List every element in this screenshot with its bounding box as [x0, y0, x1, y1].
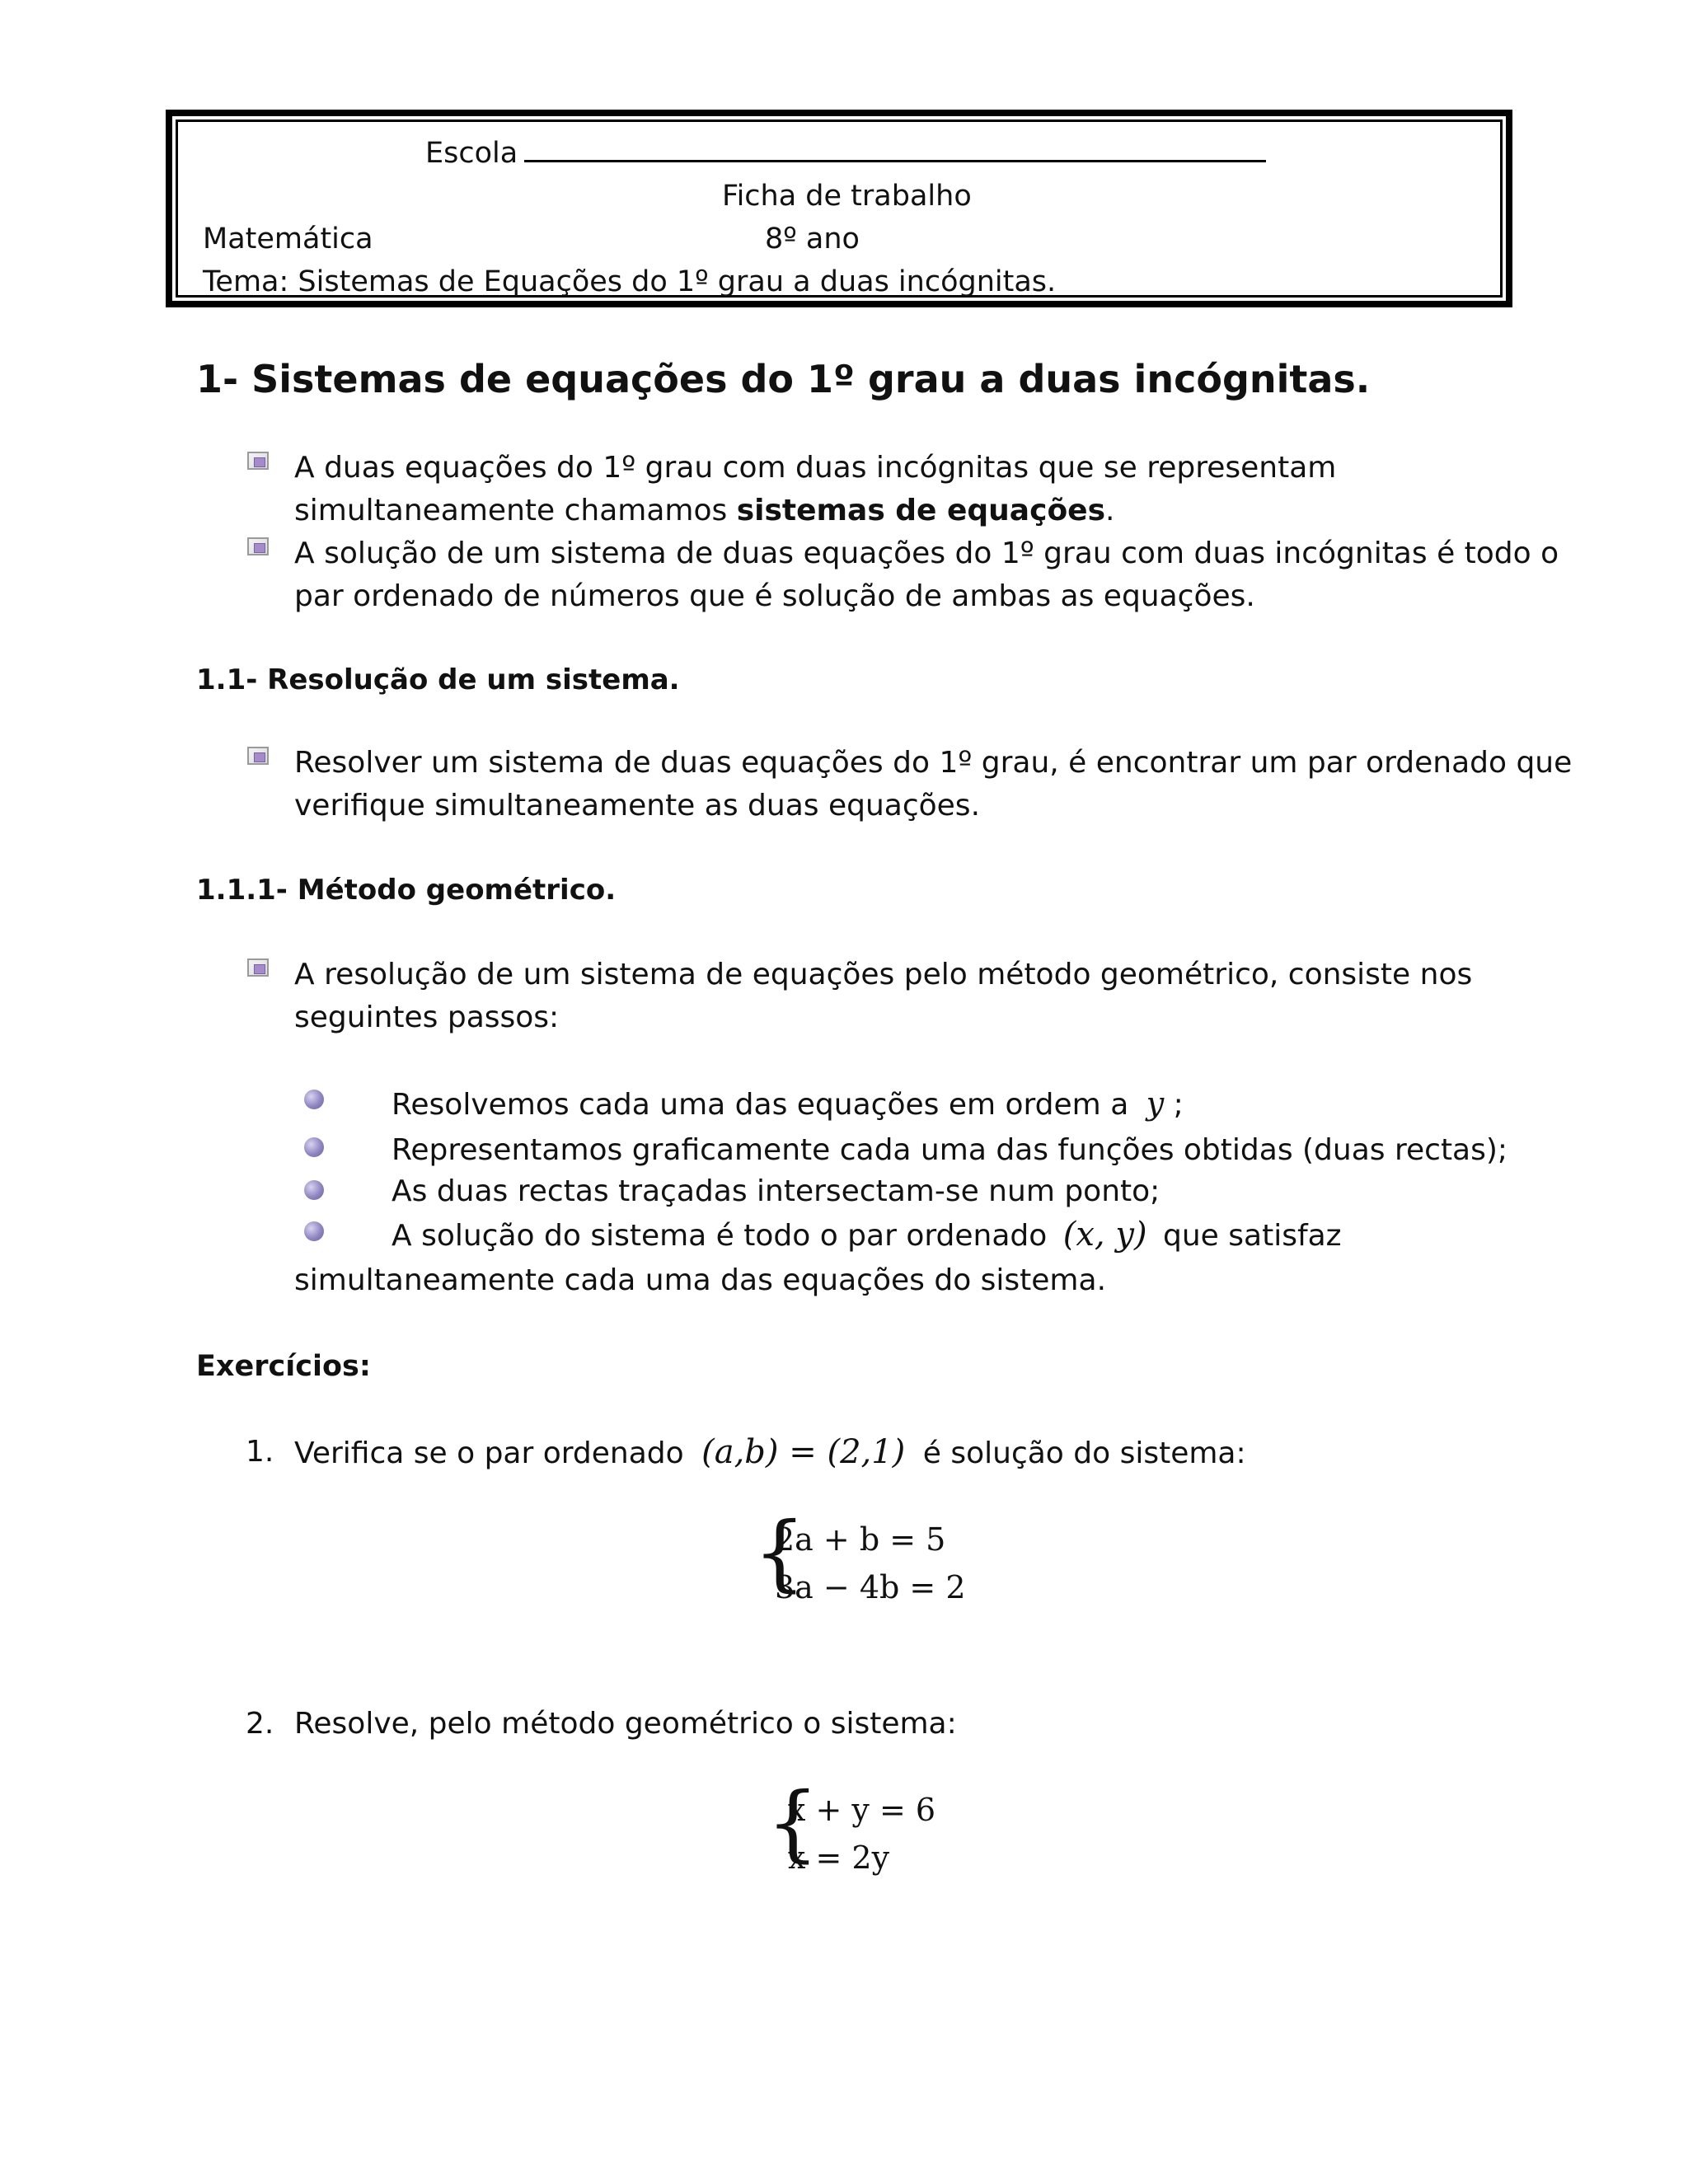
exercise1-equation2: 3a − 4b = 2 [775, 1569, 966, 1605]
header-inner-border [176, 120, 1503, 298]
step4-line1 [392, 1213, 1342, 1258]
section1-bullet2-line1: A solução de um sistema de duas equações do 1º grau com duas incógnitas é todo o [294, 537, 1559, 570]
escola-label: Escola [425, 137, 518, 170]
section1-bullet1-line1: A duas equações do 1º grau com duas incógnitas que se representam [294, 451, 1337, 485]
section11-bullet-line2: verifique simultaneamente as duas equações. [294, 789, 981, 823]
exercise1-text [294, 1431, 1246, 1475]
section111-bullet-line1: A resolução de um sistema de equações pelo método geométrico, consiste nos [294, 958, 1473, 991]
exercise2-text: Resolve, pelo método geométrico o sistema: [294, 1707, 957, 1741]
section1-title: 1- Sistemas de equações do 1º grau a duas incógnitas. [196, 357, 1371, 401]
round-bullet-icon [304, 1180, 324, 1200]
section11-title: 1.1- Resolução de um sistema. [196, 663, 680, 696]
section1-bullet2-line2: par ordenado de números que é solução de ambas as equações. [294, 579, 1255, 613]
square-bullet-icon [247, 537, 269, 555]
ano-label: 8º ano [765, 223, 860, 255]
exercise1-end: é solução do sistema: [922, 1436, 1246, 1470]
left-brace-icon: { [767, 1774, 819, 1871]
step4-text: A solução do sistema é todo o par ordenado [392, 1219, 1048, 1253]
section111-title: 1.1.1- Método geométrico. [196, 874, 617, 907]
exercise2-equation1: x + y = 6 [788, 1792, 936, 1828]
math-pair-ab: (a,b) = (2,1) [701, 1433, 906, 1471]
text-segment: . [1105, 494, 1115, 527]
section11-bullet-line1: Resolver um sistema de duas equações do 1º grau, é encontrar um par ordenado que [294, 746, 1573, 780]
section111-bullet-line2: seguintes passos: [294, 1001, 560, 1034]
escola-row [425, 135, 1266, 171]
square-bullet-icon [247, 958, 269, 977]
ficha-title: Ficha de trabalho [722, 180, 972, 213]
step1 [392, 1082, 1184, 1127]
math-pair-xy: (x, y) [1062, 1216, 1147, 1254]
step3: As duas rectas traçadas intersectam-se num ponto; [392, 1174, 1160, 1208]
exercise1-equation1: 2a + b = 5 [775, 1521, 946, 1558]
left-brace-icon: { [753, 1504, 806, 1601]
tema-label: Tema: Sistemas de Equações do 1º grau a duas incógnitas. [203, 265, 1057, 298]
math-var-y: y [1146, 1085, 1165, 1122]
exercise2-equation2: x = 2y [788, 1840, 890, 1876]
header-box [166, 110, 1512, 307]
step1-text: Resolvemos cada uma das equações em ordem a [392, 1088, 1129, 1122]
round-bullet-icon [304, 1090, 324, 1109]
round-bullet-icon [304, 1137, 324, 1157]
square-bullet-icon [247, 747, 269, 765]
step4-line2: simultaneamente cada uma das equações do sistema. [294, 1263, 1107, 1297]
exercises-title: Exercícios: [196, 1350, 371, 1383]
section1-bullet1-line2 [294, 490, 1114, 532]
exercise1-number: 1. [246, 1435, 274, 1469]
square-bullet-icon [247, 452, 269, 470]
step4-end: que satisfaz [1163, 1219, 1342, 1253]
disciplina-label: Matemática [203, 223, 373, 255]
step2: Representamos graficamente cada uma das funções obtidas (duas rectas); [392, 1133, 1508, 1167]
round-bullet-icon [304, 1221, 324, 1241]
exercise1-prompt: Verifica se o par ordenado [294, 1436, 684, 1470]
bold-term: sistemas de equações [736, 494, 1106, 527]
escola-blank-line [524, 138, 1266, 162]
text-segment: simultaneamente chamamos [294, 494, 737, 527]
exercise2-number: 2. [246, 1707, 274, 1741]
step1-end: ; [1173, 1088, 1184, 1122]
